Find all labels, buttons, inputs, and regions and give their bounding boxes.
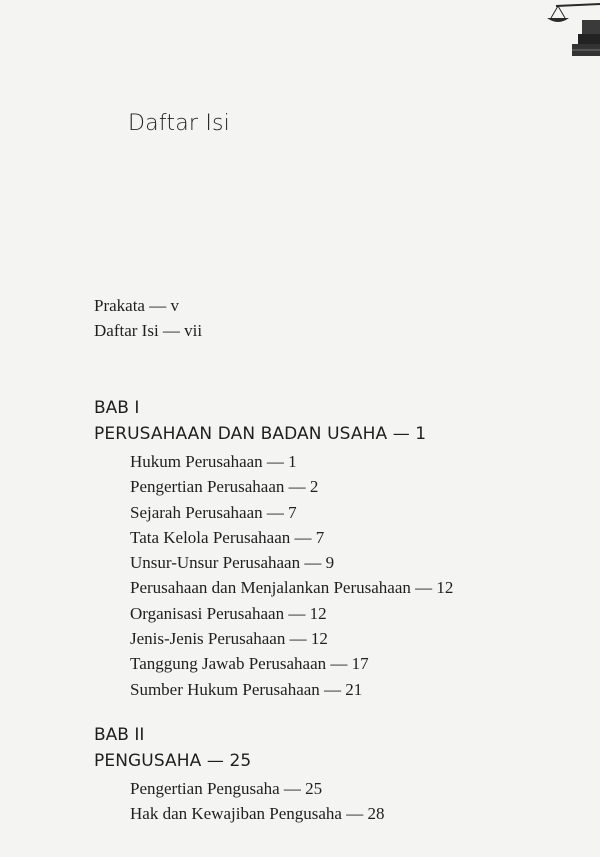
toc-entry: Perusahaan dan Menjalankan Perusahaan — 12 [130, 578, 454, 598]
toc-entry: Pengertian Perusahaan — 2 [130, 477, 319, 497]
toc-entry: Tata Kelola Perusahaan — 7 [130, 527, 325, 547]
chapter-1 [94, 396, 453, 702]
chapter-number: BAB I [94, 398, 140, 418]
front-matter-list [94, 293, 202, 343]
toc-entry-prakata: Prakata — v [94, 296, 179, 315]
toc-entry: Unsur-Unsur Perusahaan — 9 [130, 553, 335, 573]
chapter-title: PERUSAHAAN DAN BADAN USAHA — 1 [94, 424, 427, 444]
chapter-2 [94, 723, 384, 827]
toc-entry: Pengertian Pengusaha — 25 [130, 779, 323, 798]
toc-entry: Sumber Hukum Perusahaan — 21 [130, 679, 363, 699]
section-list [130, 776, 384, 827]
toc-entry: Jenis-Jenis Perusahaan — 12 [130, 629, 328, 649]
toc-entry: Tanggung Jawab Perusahaan — 17 [130, 654, 369, 674]
section-list [130, 449, 453, 702]
chapter-number: BAB II [94, 725, 145, 745]
chapter-title: PENGUSAHA — 25 [94, 751, 252, 771]
scales-of-justice-icon [542, 0, 600, 64]
toc-entry-daftar-isi: Daftar Isi — vii [94, 321, 203, 340]
toc-entry: Sejarah Perusahaan — 7 [130, 502, 297, 522]
toc-entry: Hukum Perusahaan — 1 [130, 452, 297, 471]
page-title: Daftar Isi [128, 111, 230, 136]
toc-entry: Organisasi Perusahaan — 12 [130, 603, 327, 623]
toc-entry: Hak dan Kewajiban Pengusaha — 28 [130, 804, 385, 824]
